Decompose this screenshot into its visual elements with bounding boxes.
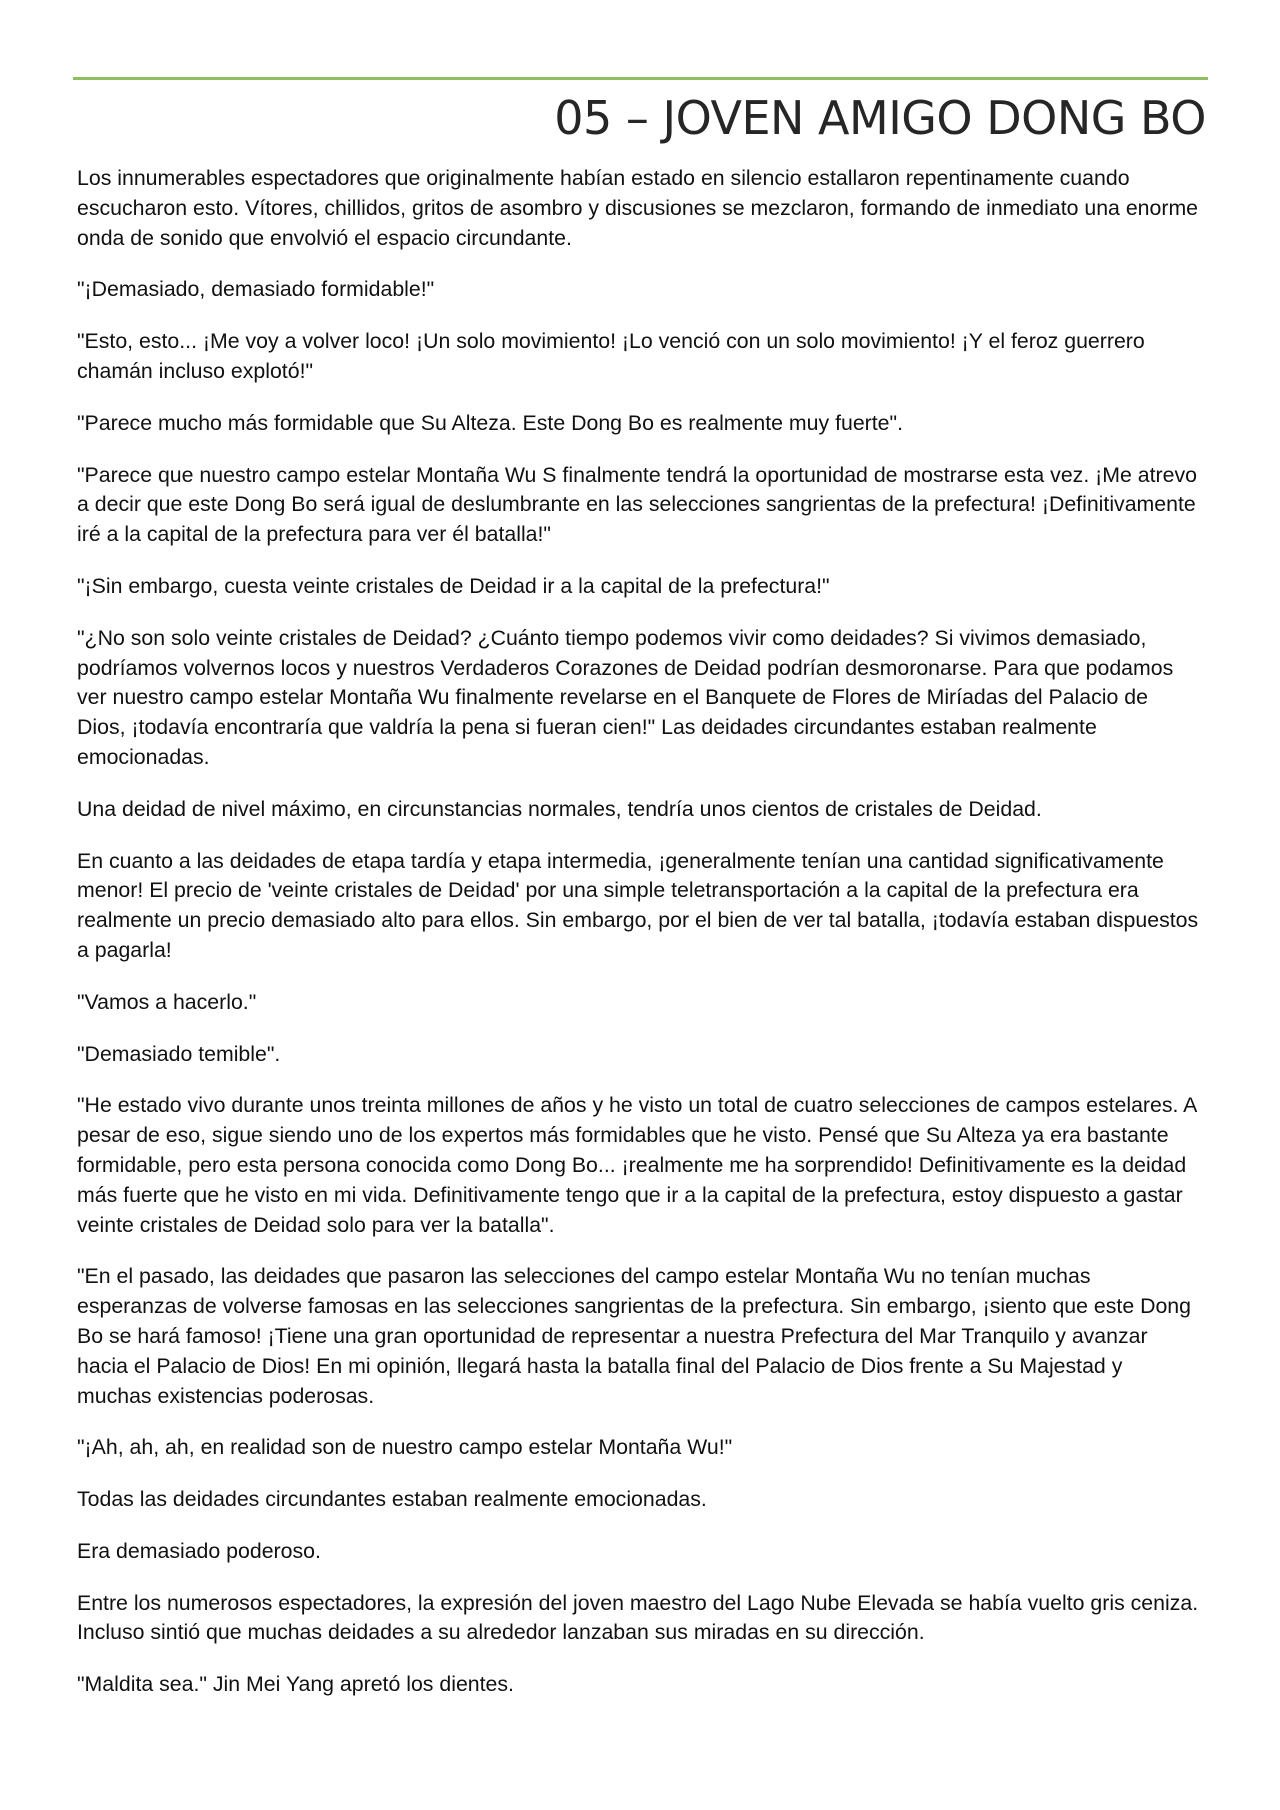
paragraph: "¡Ah, ah, ah, en realidad son de nuestro campo estelar Montaña Wu!" (77, 1435, 733, 1460)
paragraph: Era demasiado poderoso. (77, 1538, 321, 1563)
paragraph: "¿No son solo veinte cristales de Deidad? ¿Cuánto tiempo podemos vivir como deidades? Si vivimos demasiado, podríamos volvernos locos y nuestros Verdaderos Corazones de Deidad podrían desmoronarse. Para que podamos ver nuestro campo estelar Montaña Wu finalmente revelarse en el Banquete de Flores de Miríadas del Palacio de Dios, ¡todavía encontraría que valdría la pena si fueran cien!" Las deidades circundantes estaban realmente emocionadas. (77, 625, 1174, 769)
paragraph: "Parece que nuestro campo estelar Montaña Wu S finalmente tendrá la oportunidad de mostrarse esta vez. ¡Me atrevo a decir que este Dong Bo será igual de deslumbrante en las selecciones sangrientas de la prefectura! ¡Definitivamente iré a la capital de la prefectura para ver él batalla!" (77, 462, 1197, 547)
chapter-body (77, 164, 1201, 1722)
paragraph: "¡Demasiado, demasiado formidable!" (77, 277, 435, 302)
paragraph: En cuanto a las deidades de etapa tardía y etapa intermedia, ¡generalmente tenían una cantidad significativamente menor! El precio de 'veinte cristales de Deidad' por una simple teletransportación a la capital de la prefectura era realmente un precio demasiado alto para ellos. Sin embargo, por el bien de ver tal batalla, ¡todavía estaban dispuestos a pagarla! (77, 848, 1199, 962)
paragraph: "Esto, esto... ¡Me voy a volver loco! ¡Un solo movimiento! ¡Lo venció con un solo movimiento! ¡Y el feroz guerrero chamán incluso explotó!" (77, 329, 1145, 383)
chapter-title: 05 – JOVEN AMIGO DONG BO (554, 91, 1206, 145)
paragraph: "He estado vivo durante unos treinta millones de años y he visto un total de cuatro selecciones de campos estelares. A pesar de eso, sigue siendo uno de los expertos más formidables que he visto. Pensé que Su Alteza ya era bastante formidable, pero esta persona conocida como Dong Bo... ¡realmente me ha sorprendido! Definitivamente es la deidad más fuerte que he visto en mi vida. Definitivamente tengo que ir a la capital de la prefectura, estoy dispuesto a gastar veinte cristales de Deidad solo para ver la batalla". (77, 1093, 1197, 1237)
paragraph: Los innumerables espectadores que originalmente habían estado en silencio estallaron repentinamente cuando escucharon esto. Vítores, chillidos, gritos de asombro y discusiones se mezclaron, formando de inmediato una enorme onda de sonido que envolvió el espacio circundante. (77, 166, 1199, 250)
paragraph: Todas las deidades circundantes estaban realmente emocionadas. (77, 1487, 707, 1512)
paragraph: "Parece mucho más formidable que Su Alteza. Este Dong Bo es realmente muy fuerte". (77, 410, 904, 435)
paragraph: "¡Sin embargo, cuesta veinte cristales de Deidad ir a la capital de la prefectura!" (77, 573, 830, 598)
paragraph: "Demasiado temible". (77, 1041, 281, 1066)
paragraph: "Vamos a hacerlo." (77, 989, 257, 1014)
paragraph: Una deidad de nivel máximo, en circunstancias normales, tendría unos cientos de cristales de Deidad. (77, 796, 1042, 821)
paragraph: "En el pasado, las deidades que pasaron las selecciones del campo estelar Montaña Wu no tenían muchas esperanzas de volverse famosas en las selecciones sangrientas de la prefectura. Sin embargo, ¡siento que este Dong Bo se hará famoso! ¡Tiene una gran oportunidad de representar a nuestra Prefectura del Mar Tranquilo y avanzar hacia el Palacio de Dios! En mi opinión, llegará hasta la batalla final del Palacio de Dios frente a Su Majestad y muchas existencias poderosas. (77, 1264, 1191, 1408)
paragraph: Entre los numerosos espectadores, la expresión del joven maestro del Lago Nube Elevada se había vuelto gris ceniza. Incluso sintió que muchas deidades a su alrededor lanzaban sus miradas en su dirección. (77, 1590, 1199, 1645)
header-rule (73, 77, 1208, 80)
paragraph: "Maldita sea." Jin Mei Yang apretó los dientes. (77, 1672, 514, 1697)
